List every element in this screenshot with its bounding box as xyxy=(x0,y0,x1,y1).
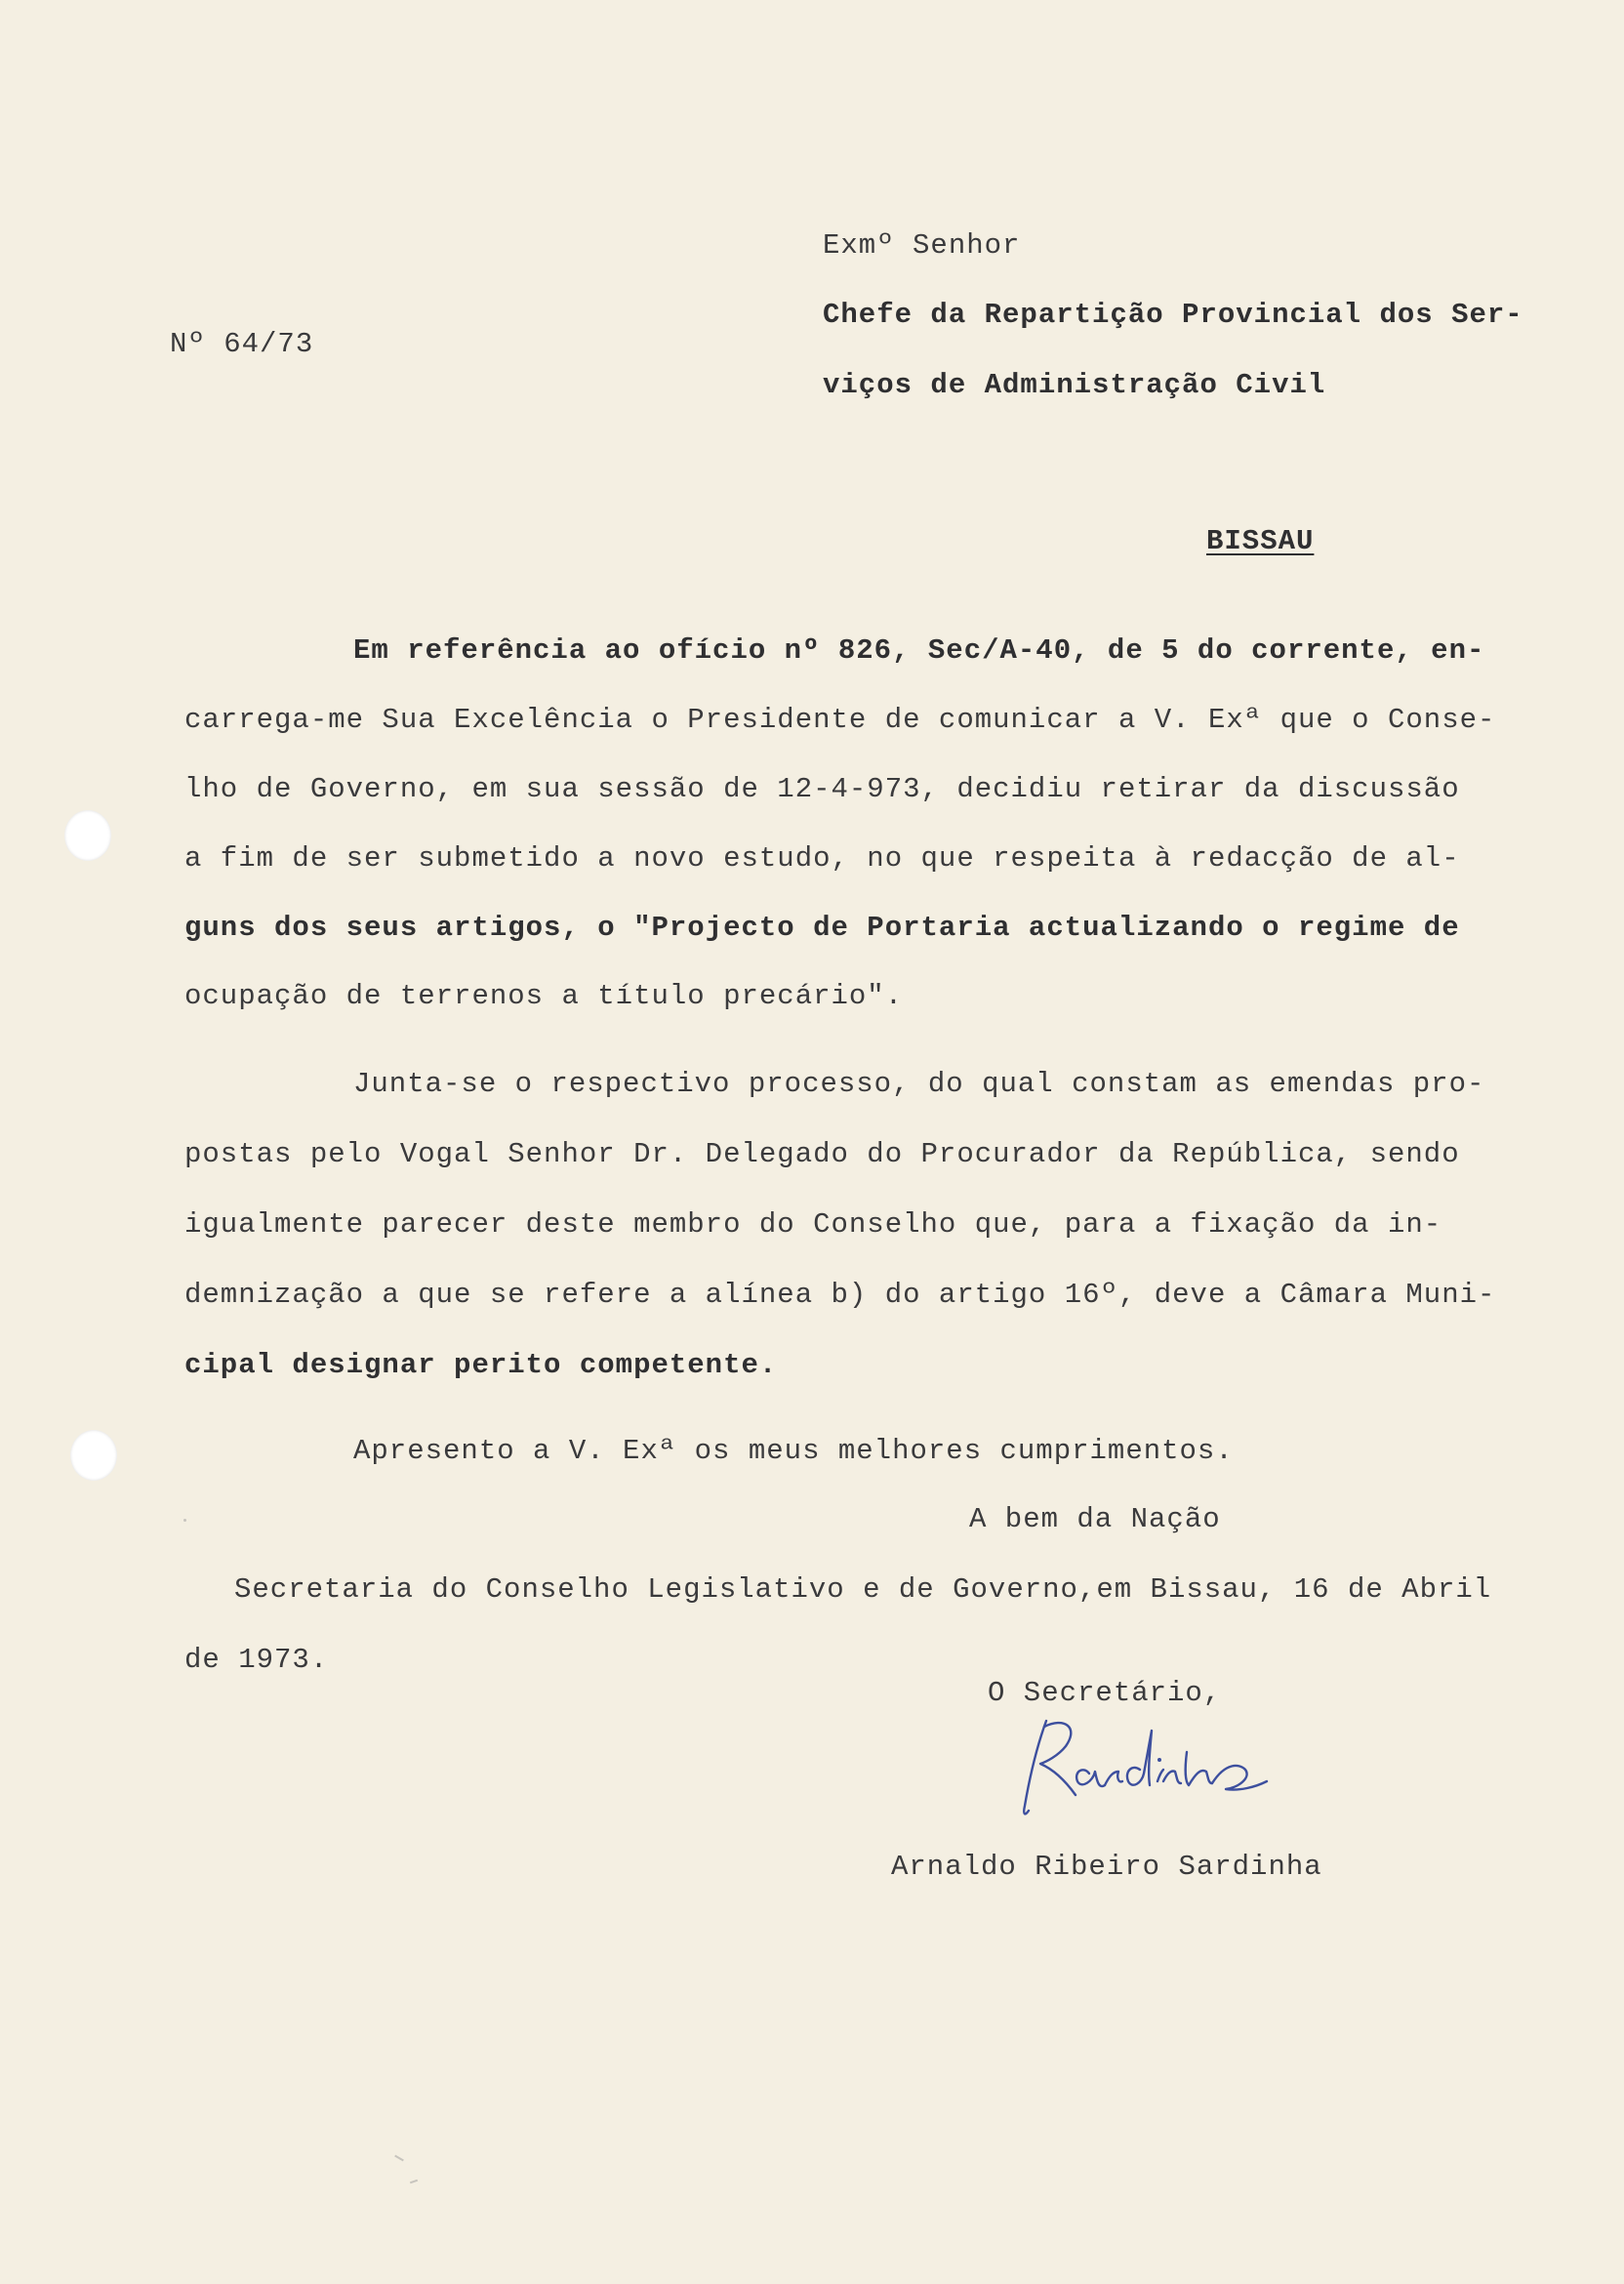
paragraph-1-line: guns dos seus artigos, o "Projecto de Portaria actualizando o regime de xyxy=(184,912,1460,944)
closing-line: Apresento a V. Exª os meus melhores cumprimentos. xyxy=(353,1435,1234,1467)
reference-number: Nº 64/73 xyxy=(170,328,314,360)
handwritten-signature xyxy=(995,1713,1308,1830)
paragraph-2-line: postas pelo Vogal Senhor Dr. Delegado do Procurador da República, sendo xyxy=(184,1138,1460,1170)
paper-speck xyxy=(183,1519,186,1522)
signatory-name: Arnaldo Ribeiro Sardinha xyxy=(891,1851,1322,1883)
place-date-line: de 1973. xyxy=(184,1644,329,1676)
paragraph-2-line: igualmente parecer deste membro do Conselho que, para a fixação da in- xyxy=(184,1208,1442,1241)
paragraph-2-line: cipal designar perito competente. xyxy=(184,1349,778,1381)
motto: A bem da Nação xyxy=(969,1503,1221,1535)
paragraph-1-line: ocupação de terrenos a título precário". xyxy=(184,980,904,1012)
addressee-line-1: Chefe da Repartição Provincial dos Ser- xyxy=(823,299,1523,331)
addressee-salutation: Exmº Senhor xyxy=(823,229,1021,262)
place-date-line: Secretaria do Conselho Legislativo e de Governo,em Bissau, 16 de Abril xyxy=(234,1573,1492,1606)
paper-speck xyxy=(394,2155,404,2162)
punch-hole-bottom xyxy=(70,1430,117,1481)
punch-hole-top xyxy=(64,810,111,861)
paragraph-2-line: Junta-se o respectivo processo, do qual constam as emendas pro- xyxy=(353,1068,1485,1100)
paragraph-1-line: carrega-me Sua Excelência o Presidente de comunicar a V. Exª que o Conse- xyxy=(184,704,1496,736)
signatory-title: O Secretário, xyxy=(988,1677,1222,1709)
paper-speck xyxy=(410,2180,418,2184)
paragraph-1-line: Em referência ao ofício nº 826, Sec/A-40, de 5 do corrente, en- xyxy=(353,634,1485,667)
city-heading: BISSAU xyxy=(1206,525,1315,557)
paragraph-1-line: a fim de ser submetido a novo estudo, no que respeita à redacção de al- xyxy=(184,842,1460,875)
paragraph-2-line: demnização a que se refere a alínea b) do artigo 16º, deve a Câmara Muni- xyxy=(184,1279,1496,1311)
paragraph-1-line: lho de Governo, em sua sessão de 12-4-973, decidiu retirar da discussão xyxy=(184,773,1460,805)
addressee-line-2: viços de Administração Civil xyxy=(823,369,1326,401)
